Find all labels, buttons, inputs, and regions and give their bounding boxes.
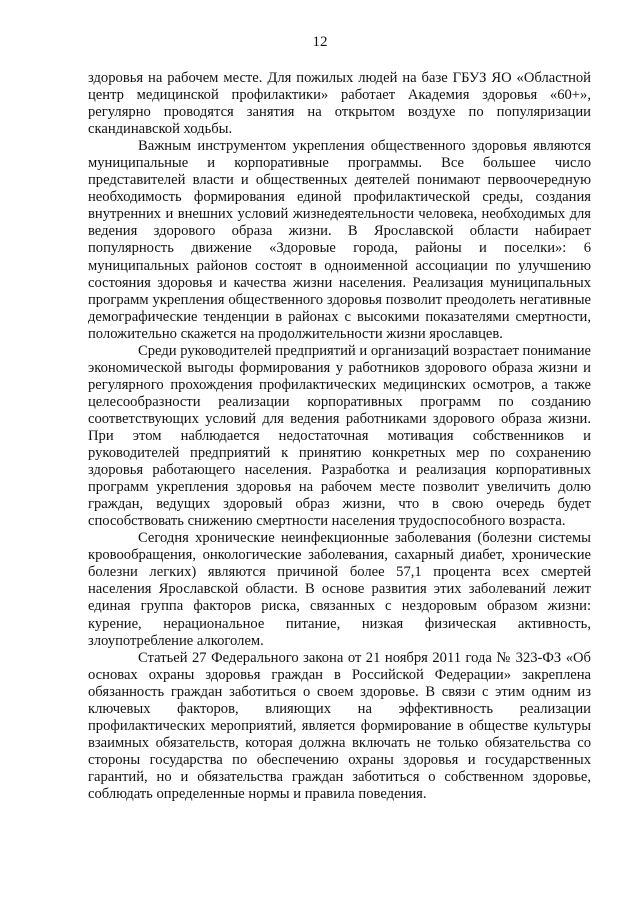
page-number: 12 <box>312 34 328 50</box>
paragraph-federal-law: Статьей 27 Федерального закона от 21 ноября 2011 года № 323-ФЗ «Об основах охраны здоровья граждан в Российской Федерации» закреплена обязанность граждан заботиться о своем здоровье. В связи с этим одним из ключевых факторов, влияющих на эффективность реализации профилактических мероприятий, является формирование в обществе культуры взаимных обязательств, которая должна включать не только обязательства со стороны государства по обеспечению охраны здоровья и государственных гарантий, но и обязательства граждан заботиться о собственном здоровье, соблюдать определенные нормы и правила поведения. <box>88 649 591 802</box>
document-body <box>88 70 591 803</box>
paragraph-continuation: здоровья на рабочем месте. Для пожилых людей на базе ГБУЗ ЯО «Областной центр медицинской профилактики» работает Академия здоровья «60+», регулярно проводятся занятия на открытом воздухе по популяризации скандинавской ходьбы. <box>88 70 591 138</box>
paragraph-chronic-diseases: Сегодня хронические неинфекционные заболевания (болезни системы кровообращения, онкологические заболевания, сахарный диабет, хронические болезни легких) являются причиной более 57,1 процента всех смертей населения Ярославской области. В основе развития этих заболеваний лежит единая группа факторов риска, связанных с нездоровым образом жизни: курение, нерациональное питание, низкая физическая активность, злоупотребление алкоголем. <box>88 530 591 649</box>
paragraph-employers: Среди руководителей предприятий и организаций возрастает понимание экономической выгоды формирования у работников здорового образа жизни и регулярного прохождения профилактических медицинских осмотров, а также целесообразности реализации корпоративных программ по созданию соответствующих условий для ведения работниками здорового образа жизни. При этом наблюдается недостаточная мотивация собственников и руководителей предприятий к принятию конкретных мер по сохранению здоровья работающего населения. Разработка и реализация корпоративных программ укрепления здоровья на рабочем месте позволит увеличить долю граждан, ведущих здоровый образ жизни, что в свою очередь будет способствовать снижению смертности населения трудоспособного возраста. <box>88 342 591 530</box>
paragraph-programs: Важным инструментом укрепления общественного здоровья являются муниципальные и корпоративные программы. Все большее число представителей власти и общественных деятелей понимают первоочередную необходимость формирования единой профилактической среды, создания внутренних и внешних условий жизнедеятельности человека, необходимых для ведения здорового образа жизни. В Ярославской области набирает популярность движение «Здоровые города, районы и поселки»: 6 муниципальных районов состоят в одноименной ассоциации по улучшению состояния здоровья и качества жизни населения. Реализация муниципальных программ укрепления общественного здоровья позволит преодолеть негативные демографические тенденции в районах с высокими показателями смертности, положительно скажется на продолжительности жизни ярославцев. <box>88 138 591 342</box>
